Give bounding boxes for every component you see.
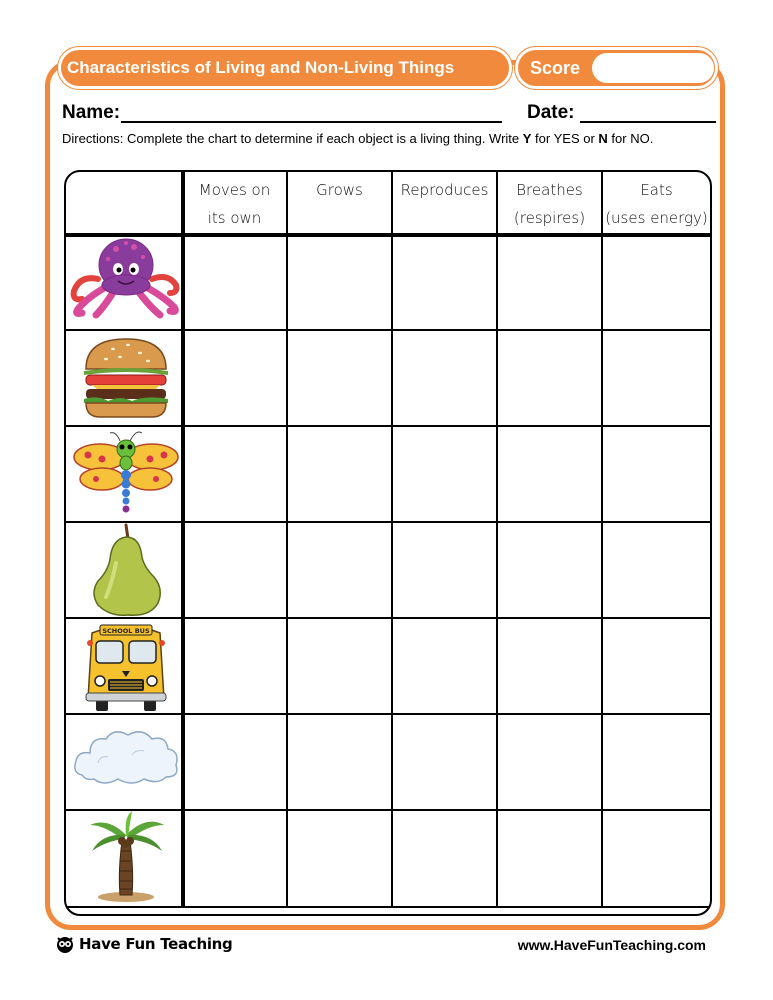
cloud-picture (68, 715, 184, 809)
column-divider (286, 172, 288, 906)
svg-text:SCHOOL BUS: SCHOOL BUS (102, 627, 150, 635)
school-bus-picture (68, 619, 184, 713)
date-field[interactable] (580, 121, 716, 123)
octopus-picture (68, 235, 184, 329)
score-badge (515, 47, 718, 89)
column-divider (496, 172, 498, 906)
date-label: Date: (527, 102, 575, 123)
column-header-grows: Grows (316, 181, 363, 199)
column-header-moves: Moves on its own (198, 181, 271, 227)
hamburger-picture (68, 331, 184, 425)
worksheet-title (58, 47, 512, 89)
chart-bottom-border (66, 906, 710, 908)
directions-text: Directions: Complete the chart to determine if each object is a living thing. Write Y for YES or N for NO. (62, 131, 654, 146)
score-label: Score (530, 58, 581, 78)
palm-tree-picture (68, 811, 184, 905)
name-label: Name: (62, 102, 121, 123)
column-header-breathes: Breathes (respires) (513, 181, 586, 227)
footer-url[interactable]: www.HaveFunTeaching.com (517, 937, 706, 953)
dragonfly-picture (68, 427, 184, 521)
column-divider (601, 172, 603, 906)
column-divider (391, 172, 393, 906)
name-field[interactable] (121, 121, 502, 123)
score-field[interactable] (592, 53, 714, 83)
living-things-chart (64, 170, 712, 916)
column-header-eats: Eats (uses energy) (605, 181, 708, 227)
pear-picture (68, 523, 184, 617)
worksheet-title-text: Characteristics of Living and Non-Living Things (67, 58, 455, 77)
column-header-reproduces: Reproduces (400, 181, 489, 199)
brand-name: Have Fun Teaching (79, 935, 233, 953)
brand-logo (55, 935, 233, 953)
owl-icon (55, 935, 75, 953)
